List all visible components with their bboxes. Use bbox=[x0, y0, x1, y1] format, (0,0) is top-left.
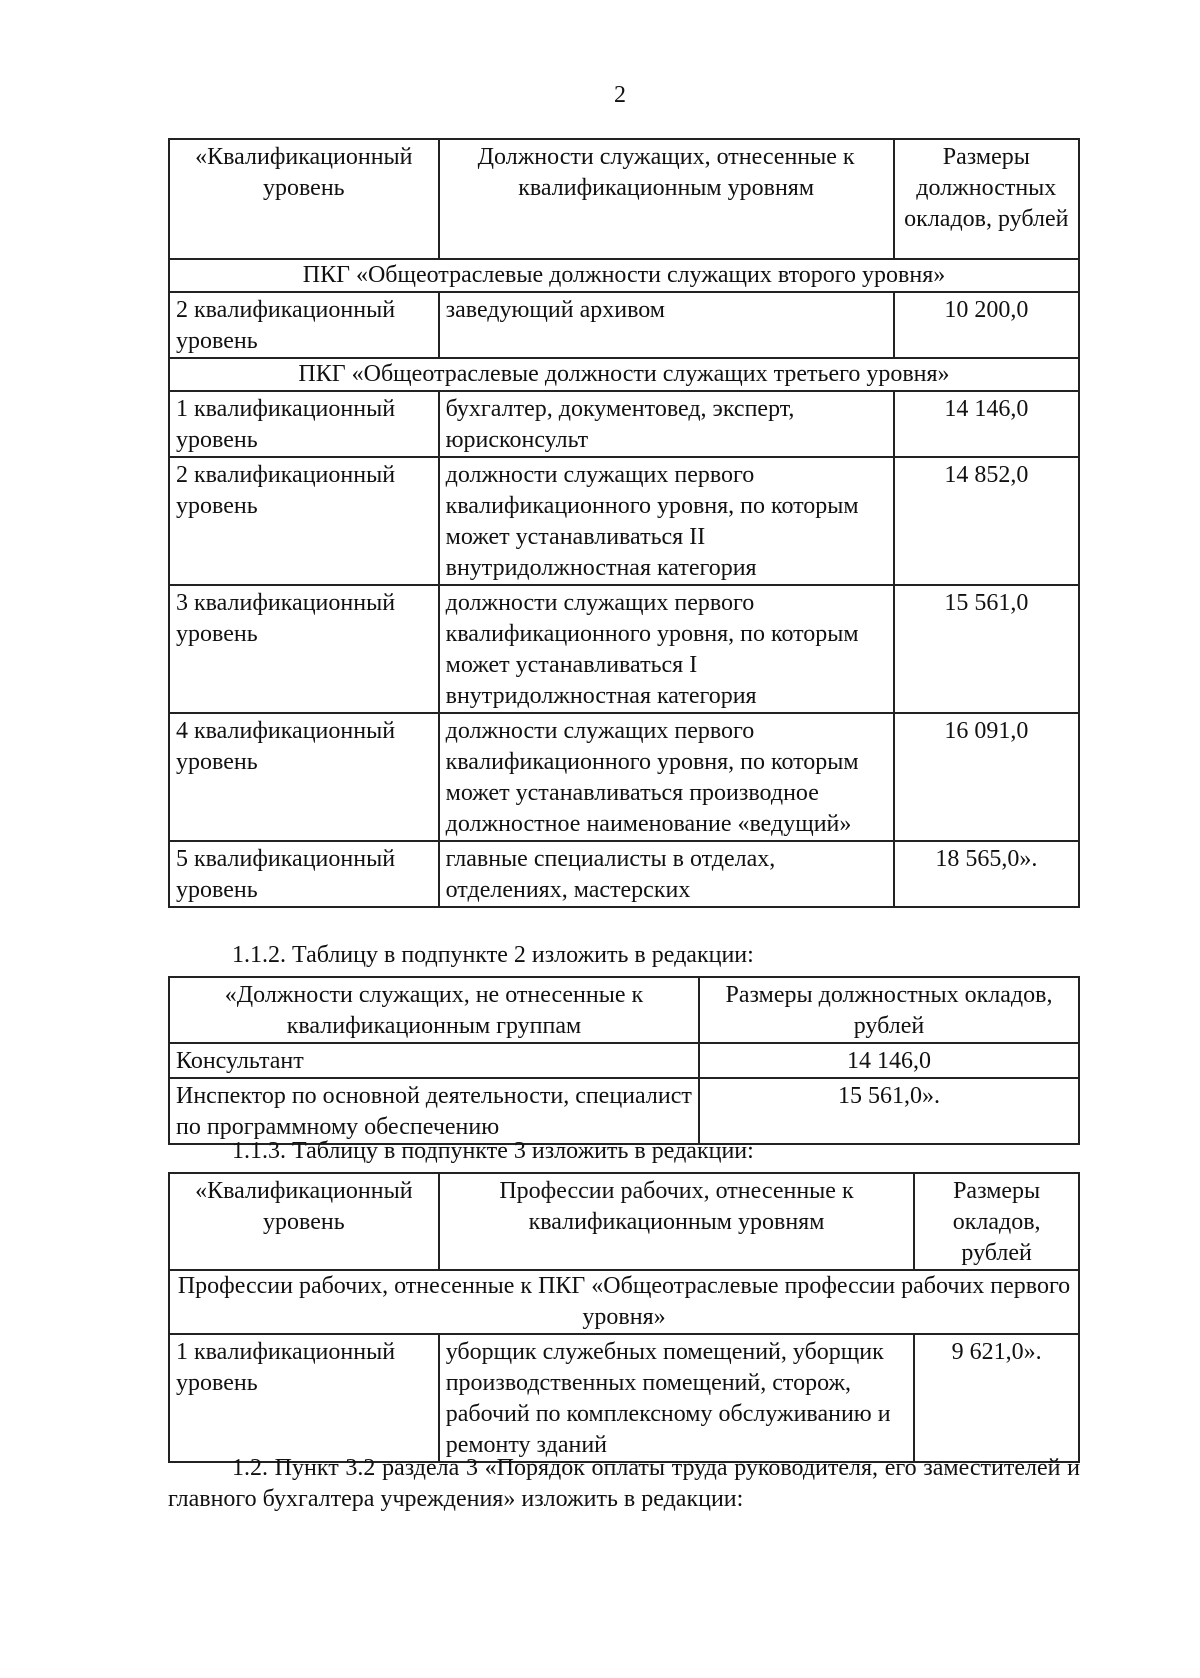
salary-cell: 18 565,0». bbox=[894, 841, 1079, 907]
salary-cell: 15 561,0 bbox=[894, 585, 1079, 713]
table-row bbox=[169, 713, 1079, 841]
group-row bbox=[169, 1270, 1079, 1334]
header-salary: Размеры должностных окладов, рублей bbox=[894, 139, 1079, 259]
table-row bbox=[169, 457, 1079, 585]
salary-cell: 15 561,0». bbox=[699, 1078, 1079, 1144]
group-title: ПКГ «Общеотраслевые должности служащих второго уровня» bbox=[169, 259, 1079, 292]
table-row bbox=[169, 1078, 1079, 1144]
positions-cell: главные специалисты в отделах, отделениях, мастерских bbox=[439, 841, 894, 907]
salary-cell: 14 146,0 bbox=[699, 1043, 1079, 1078]
header-salary: Размеры окладов, рублей bbox=[914, 1173, 1079, 1270]
positions-cell: бухгалтер, документовед, эксперт, юрисконсульт bbox=[439, 391, 894, 457]
header-level: «Квалификационный уровень bbox=[169, 1173, 439, 1270]
salary-cell: 10 200,0 bbox=[894, 292, 1079, 358]
positions-cell: должности служащих первого квалификационного уровня, по которым может устанавливаться II внутридолжностная категория bbox=[439, 457, 894, 585]
table-row bbox=[169, 1043, 1079, 1078]
level-cell: 3 квалификационный уровень bbox=[169, 585, 439, 713]
header-salary: Размеры должностных окладов, рублей bbox=[699, 977, 1079, 1043]
level-cell: 2 квалификационный уровень bbox=[169, 292, 439, 358]
worker-professions-table bbox=[168, 1172, 1080, 1463]
table-row bbox=[169, 841, 1079, 907]
salary-cell: 14 146,0 bbox=[894, 391, 1079, 457]
level-cell: 4 квалификационный уровень bbox=[169, 713, 439, 841]
qualification-table-employees bbox=[168, 138, 1080, 908]
page-number: 2 bbox=[614, 82, 626, 108]
position-cell: Консультант bbox=[169, 1043, 699, 1078]
header-professions: Профессии рабочих, отнесенные к квалификационным уровням bbox=[439, 1173, 915, 1270]
positions-cell: заведующий архивом bbox=[439, 292, 894, 358]
table-row bbox=[169, 585, 1079, 713]
table-header-row bbox=[169, 977, 1079, 1043]
table-header-row bbox=[169, 139, 1079, 259]
professions-cell: уборщик служебных помещений, уборщик производственных помещений, сторож, рабочий по комплексному обслуживанию и ремонту зданий bbox=[439, 1334, 915, 1462]
header-position: «Должности служащих, не отнесенные к квалификационным группам bbox=[169, 977, 699, 1043]
paragraph-1-2: 1.2. Пункт 3.2 раздела 3 «Порядок оплаты труда руководителя, его заместителей и главного бухгалтера учреждения» изложить в редакции: bbox=[168, 1455, 1080, 1512]
paragraph-1-1-3: 1.1.3. Таблицу в подпункте 3 изложить в редакции: bbox=[232, 1138, 754, 1164]
level-cell: 5 квалификационный уровень bbox=[169, 841, 439, 907]
level-cell: 2 квалификационный уровень bbox=[169, 457, 439, 585]
salary-cell: 9 621,0». bbox=[914, 1334, 1079, 1462]
salary-cell: 14 852,0 bbox=[894, 457, 1079, 585]
table-row bbox=[169, 292, 1079, 358]
positions-not-in-groups-table bbox=[168, 976, 1080, 1145]
paragraph-1-1-2: 1.1.2. Таблицу в подпункте 2 изложить в редакции: bbox=[232, 942, 754, 968]
group-title: Профессии рабочих, отнесенные к ПКГ «Общеотраслевые профессии рабочих первого уровня» bbox=[169, 1270, 1079, 1334]
position-cell: Инспектор по основной деятельности, специалист по программному обеспечению bbox=[169, 1078, 699, 1144]
level-cell: 1 квалификационный уровень bbox=[169, 1334, 439, 1462]
salary-cell: 16 091,0 bbox=[894, 713, 1079, 841]
header-level: «Квалификационный уровень bbox=[169, 139, 439, 259]
header-positions: Должности служащих, отнесенные к квалификационным уровням bbox=[439, 139, 894, 259]
positions-cell: должности служащих первого квалификационного уровня, по которым может устанавливаться I внутридолжностная категория bbox=[439, 585, 894, 713]
group-title: ПКГ «Общеотраслевые должности служащих третьего уровня» bbox=[169, 358, 1079, 391]
table-header-row bbox=[169, 1173, 1079, 1270]
positions-cell: должности служащих первого квалификационного уровня, по которым может устанавливаться производное должностное наименование «ведущий» bbox=[439, 713, 894, 841]
group-row bbox=[169, 358, 1079, 391]
table-row bbox=[169, 1334, 1079, 1462]
table-row bbox=[169, 391, 1079, 457]
level-cell: 1 квалификационный уровень bbox=[169, 391, 439, 457]
group-row bbox=[169, 259, 1079, 292]
